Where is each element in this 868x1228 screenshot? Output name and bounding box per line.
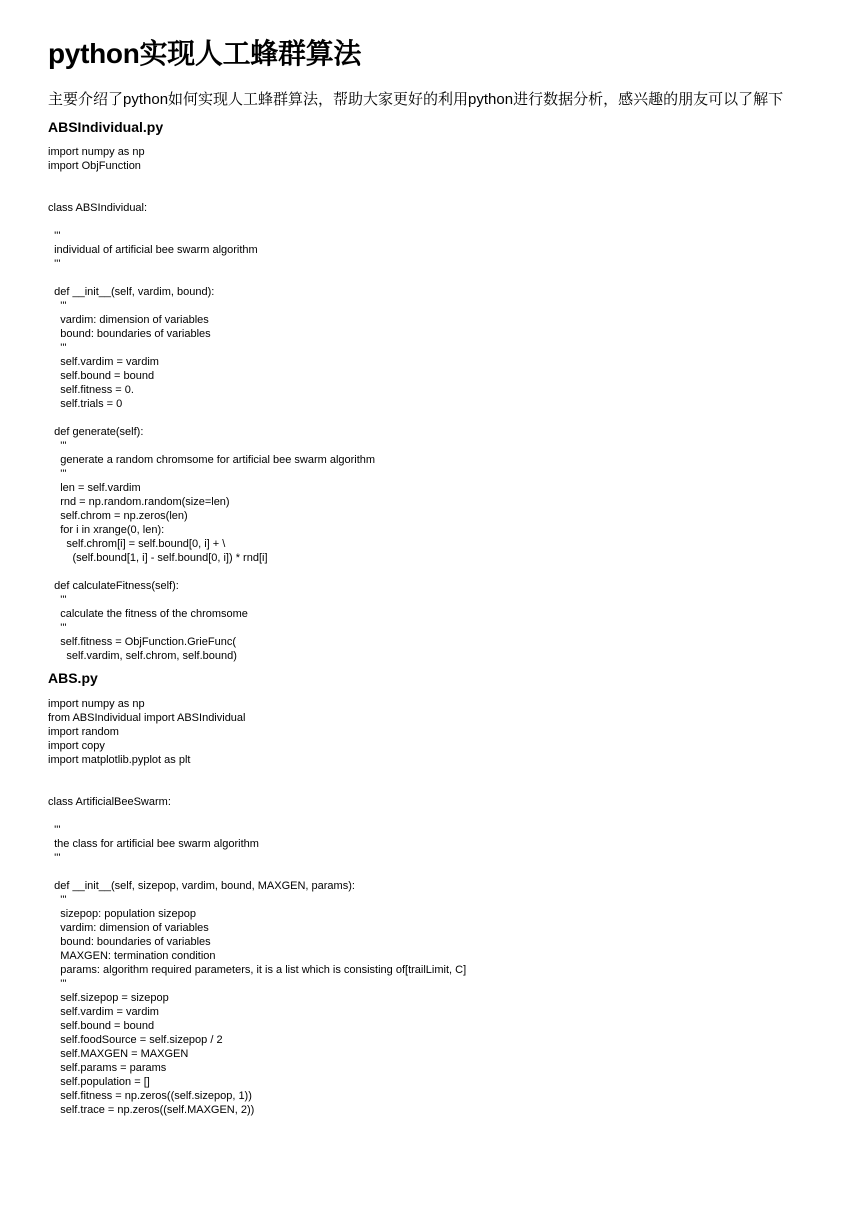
section-heading-abs: ABS.py [48, 670, 98, 686]
code-block-abs: import numpy as np from ABSIndividual import ABSIndividual import random import copy import matplotlib.pyplot as plt class ArtificialBeeSwarm: ''' the class for artificial bee swarm algorithm ''' def __init__(self, sizepop, vardim, bound, MAXGEN, params): ''' sizepop: population sizepop vardim: dimension of variables bound: boundaries of variables MAXGEN: termination condition params: algorithm required parameters, it is a list which is consisting of[trailLimit, C] ''' self.sizepop = sizepop self.vardim = vardim self.bound = bound self.foodSource = self.sizepop / 2 self.MAXGEN = MAXGEN self.params = params self.population = [] self.fitness = np.zeros((self.sizepop, 1)) self.trace = np.zeros((self.MAXGEN, 2)) [48, 698, 467, 1116]
section-heading-absindividual: ABSIndividual.py [48, 119, 164, 135]
page-title: python实现人工蜂群算法 [48, 38, 362, 69]
document-page [48, 36, 818, 1117]
intro-paragraph: 主要介绍了python如何实现人工蜂群算法，帮助大家更好的利用python进行数据分析，感兴趣的朋友可以了解下 [48, 91, 784, 108]
code-block-absindividual: import numpy as np import ObjFunction class ABSIndividual: ''' individual of artificial bee swarm algorithm ''' def __init__(self, vardim, bound): ''' vardim: dimension of variables bound: boundaries of variables ''' self.vardim = vardim self.bound = bound self.fitness = 0. self.trials = 0 def generate(self): ''' generate a random chromsome for artificial bee swarm algorithm ''' len = self.vardim rnd = np.random.random(size=len) self.chrom = np.zeros(len) for i in xrange(0, len): self.chrom[i] = self.bound[0, i] + \ (self.bound[1, i] - self.bound[0, i]) * rnd[i] def calculateFitness(self): ''' calculate the fitness of the chromsome ''' self.fitness = ObjFunction.GrieFunc( self.vardim, self.chrom, self.bound) [48, 146, 376, 662]
